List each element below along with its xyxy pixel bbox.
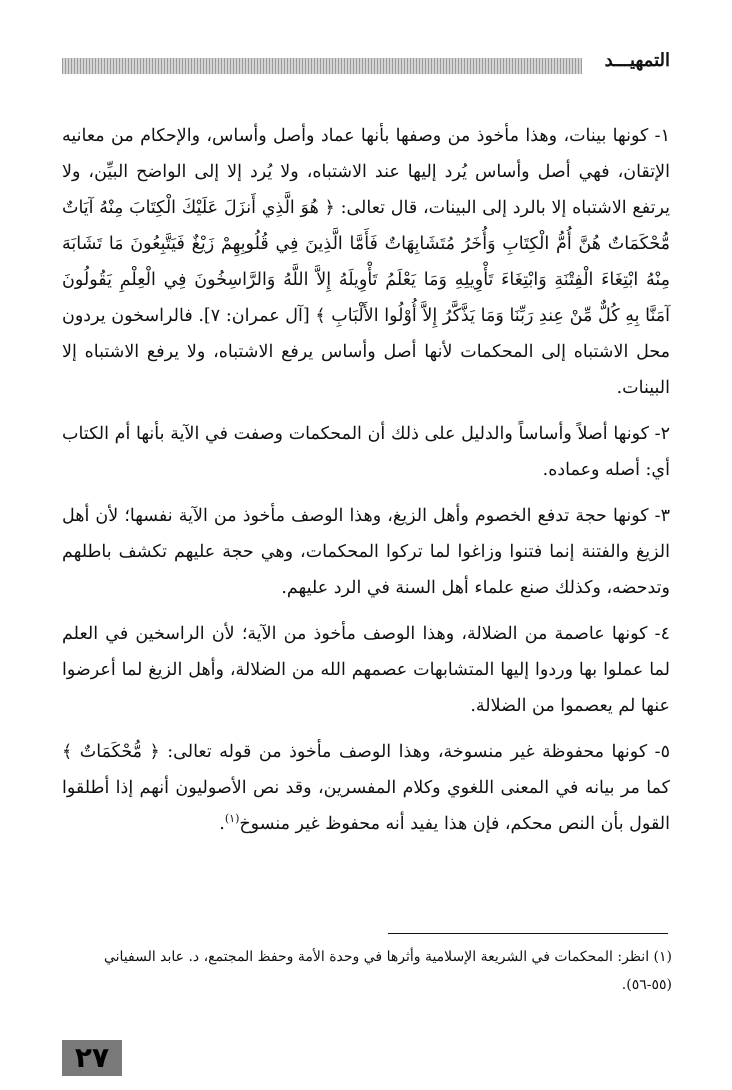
footnote-divider [388,933,668,934]
quran-quote: ﴿ مُّحْكَمَاتٌ ﴾ [62,742,160,762]
quran-quote: ﴿ هُوَ الَّذِي أَنزَلَ عَلَيْكَ الْكِتَابَ مِنْهُ آيَاتٌ مُّحْكَمَاتٌ هُنَّ أُمُّ الْكِتَابِ وَأُخَرُ مُتَشَابِهَاتٌ فَأَمَّا الَّذِينَ فِي قُلُوبِهِمْ زَيْغٌ فَيَتَّبِعُونَ مَا تَشَابَهَ مِنْهُ ابْتِغَاءَ الْفِتْنَةِ وَابْتِغَاءَ تَأْوِيلِهِ وَمَا يَعْلَمُ تَأْوِيلَهُ إِلاَّ اللَّهُ وَالرَّاسِخُونَ فِي الْعِلْمِ يَقُولُونَ آمَنَّا بِهِ كُلٌّ مِّنْ عِندِ رَبِّنَا وَمَا يَذَّكَّرُ إِلاَّ أُوْلُوا الأَلْبَابِ ﴾ [62,198,670,326]
paragraph-text: ١- كونها بينات، وهذا مأخوذ من وصفها بأنها عماد وأصل وأساس، والإحكام من معانيه الإتقان، فهي أصل وأساس يُرد إليها عند الاشتباه، ولا يُرد إلا إلى الواضح البيِّن، ولا يرتفع الاشتباه إلا بالرد إلى البينات، قال تعالى: [62,126,670,218]
paragraph-1 [62,118,670,406]
paragraph-5 [62,734,670,842]
running-header [62,50,670,82]
paragraph-3: ٣- كونها حجة تدفع الخصوم وأهل الزيغ، وهذا الوصف مأخوذ من الآية نفسها؛ لأن أهل الزيغ والفتنة إنما فتنوا وزاغوا لما تركوا المحكمات، وهي حجة عليهم تكشف باطلهم وتدحضه، وكذلك صنع علماء أهل السنة في الرد عليهم. [62,506,670,598]
footnote-reference[interactable]: (١) [224,812,240,826]
header-title: التمهيـــد [604,50,670,71]
paragraph-text: كما مر بيانه في المعنى اللغوي وكلام المفسرين، وقد نص الأصوليون أنهم إذا أطلقوا القول بأن النص محكم، فإن هذا يفيد أنه محفوظ غير منسوخ [62,778,670,834]
paragraph-4: ٤- كونها عاصمة من الضلالة، وهذا الوصف مأخوذ من الآية؛ لأن الراسخين في العلم لما عملوا بها وردوا إليها المتشابهات عصمهم الله من الضلالة، وأهل الزيغ لما أعرضوا عنها لم يعصموا من الضلالة. [62,624,670,716]
paragraph-text: [آل عمران: ٧]. فالراسخون يردون محل الاشتباه إلى المحكمات لأنها أصل وأساس يرفع الاشتباه، ولا يرفع الاشتباه إلا البينات. [62,306,670,398]
paragraph-2: ٢- كونها أصلاً وأساساً والدليل على ذلك أن المحكمات وصفت في الآية بأنها أم الكتاب أي: أصله وعماده. [62,424,670,480]
footnote: (١) انظر: المحكمات في الشريعة الإسلامية وأثرها في وحدة الأمة وحفظ المجتمع، د. عابد السفياني (٥٥-٥٦). [103,949,672,993]
paragraph-text: ٥- كونها محفوظة غير منسوخة، وهذا الوصف مأخوذ من قوله تعالى: [159,742,670,762]
paragraph-text: . [219,814,225,834]
header-decorative-bar [62,58,582,74]
page-number: ٢٧ [62,1040,122,1076]
main-text [62,118,670,852]
